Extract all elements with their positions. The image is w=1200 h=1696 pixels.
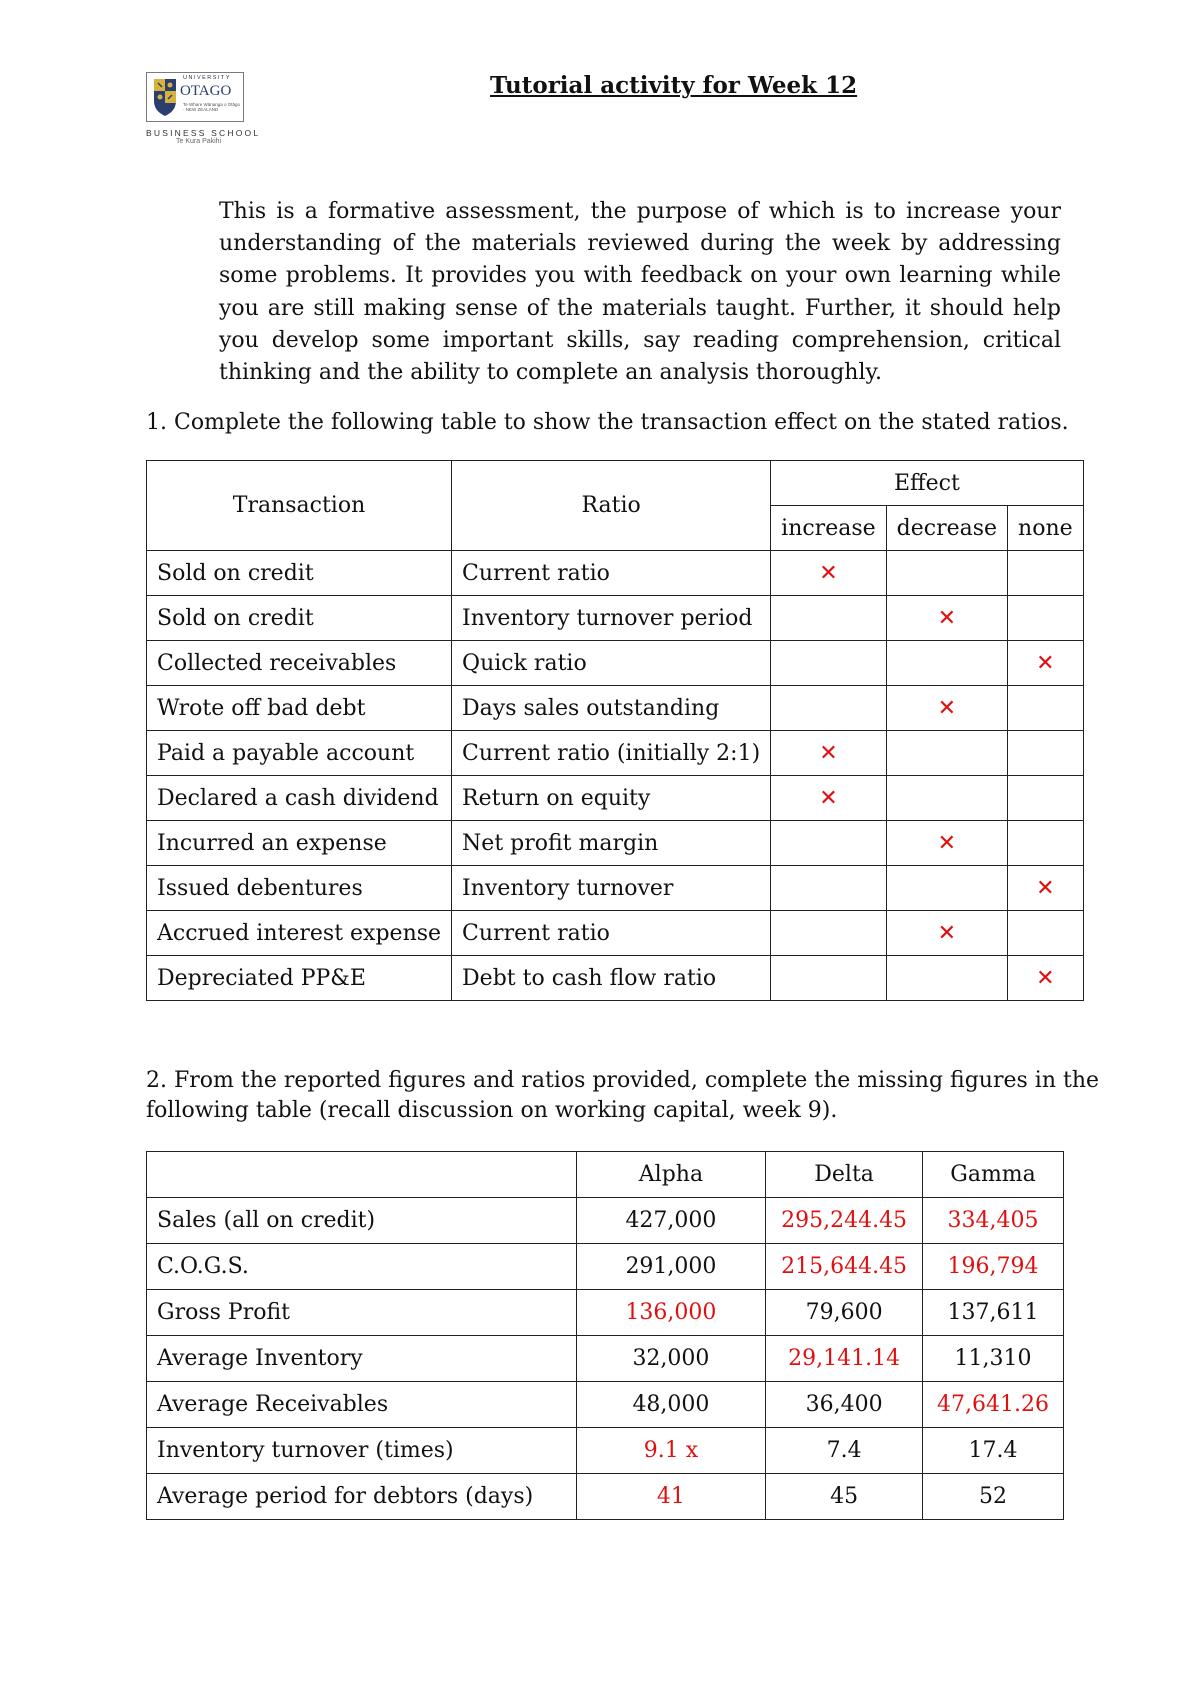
question-2-prompt [146, 1066, 1099, 1126]
ratio-cell: Inventory turnover [452, 866, 771, 911]
effect-increase-cell [771, 866, 887, 911]
effect-decrease-cell [886, 551, 1007, 596]
gamma-value: 52 [923, 1474, 1064, 1520]
ratio-cell: Return on equity [452, 776, 771, 821]
cross-mark-icon: ✕ [1036, 965, 1055, 991]
table-row [147, 1198, 1064, 1244]
gamma-value: 196,794 [923, 1244, 1064, 1290]
transaction-cell: Depreciated PP&E [147, 956, 452, 1001]
ratio-cell: Net profit margin [452, 821, 771, 866]
table-row [147, 731, 1084, 776]
header-increase: increase [771, 506, 887, 551]
alpha-value: 41 [576, 1474, 765, 1520]
effect-decrease-cell [886, 641, 1007, 686]
table-row [147, 686, 1084, 731]
effect-increase-cell [771, 596, 887, 641]
gamma-value: 17.4 [923, 1428, 1064, 1474]
header-delta: Delta [766, 1152, 923, 1198]
header-gamma: Gamma [923, 1152, 1064, 1198]
cross-mark-icon: ✕ [819, 785, 838, 811]
table-row [147, 866, 1084, 911]
transaction-cell: Issued debentures [147, 866, 452, 911]
otago-logo [146, 72, 261, 145]
table-row [147, 1336, 1064, 1382]
table-row [147, 641, 1084, 686]
figure-label: Average Receivables [147, 1382, 577, 1428]
table-row [147, 956, 1084, 1001]
header-alpha: Alpha [576, 1152, 765, 1198]
transaction-cell: Sold on credit [147, 596, 452, 641]
effect-increase-cell [771, 956, 887, 1001]
table-row [147, 1290, 1064, 1336]
delta-value: 295,244.45 [766, 1198, 923, 1244]
transaction-cell: Collected receivables [147, 641, 452, 686]
table-row [147, 551, 1084, 596]
table-row [147, 1244, 1064, 1290]
effect-none-cell [1008, 731, 1084, 776]
gamma-value: 47,641.26 [923, 1382, 1064, 1428]
cross-mark-icon: ✕ [937, 920, 957, 946]
effect-increase-cell [771, 821, 887, 866]
effect-none-cell [1008, 686, 1084, 731]
table-row [147, 1382, 1064, 1428]
question-2-line-1: 2. From the reported figures and ratios provided, complete the missing figures in the [146, 1068, 1100, 1093]
logo-frame [146, 72, 244, 122]
effect-none-cell [1008, 911, 1084, 956]
table-row [147, 1428, 1064, 1474]
alpha-value: 427,000 [576, 1198, 765, 1244]
table-row [147, 1474, 1064, 1520]
ratio-cell: Quick ratio [452, 641, 771, 686]
figure-label: Average Inventory [147, 1336, 577, 1382]
alpha-value: 136,000 [576, 1290, 765, 1336]
cross-mark-icon: ✕ [937, 695, 957, 721]
effect-decrease-cell [886, 821, 1007, 866]
ratio-effect-table [146, 460, 1084, 1001]
effect-increase-cell [771, 776, 887, 821]
effect-increase-cell [771, 641, 887, 686]
ratio-cell: Days sales outstanding [452, 686, 771, 731]
effect-none-cell [1008, 956, 1084, 1001]
ratio-cell: Current ratio (initially 2:1) [452, 731, 771, 776]
delta-value: 215,644.45 [766, 1244, 923, 1290]
logo-maori: Te Kura Pakihi [176, 138, 222, 145]
effect-decrease-cell [886, 776, 1007, 821]
ratio-cell: Current ratio [452, 551, 771, 596]
cross-mark-icon: ✕ [1036, 875, 1055, 901]
logo-name: OTAGO [180, 83, 232, 99]
transaction-cell: Sold on credit [147, 551, 452, 596]
delta-value: 79,600 [766, 1290, 923, 1336]
logo-school: BUSINESS SCHOOL [146, 128, 261, 138]
cross-mark-icon: ✕ [1036, 650, 1055, 676]
figure-label: Gross Profit [147, 1290, 577, 1336]
intro-paragraph: This is a formative assessment, the purpose of which is to increase your understanding of the materials reviewed during the week by addressing some problems. It provides you with feedback on your own learning while you are still making sense of the materials taught. Further, it should help you develop some important skills, say reading comprehension, critical thinking and the ability to complete an analysis thoroughly. [219, 199, 1061, 386]
transaction-cell: Declared a cash dividend [147, 776, 452, 821]
effect-decrease-cell [886, 956, 1007, 1001]
delta-value: 7.4 [766, 1428, 923, 1474]
alpha-value: 9.1 x [576, 1428, 765, 1474]
effect-decrease-cell [886, 866, 1007, 911]
figure-label: Sales (all on credit) [147, 1198, 577, 1244]
figure-label: Inventory turnover (times) [147, 1428, 577, 1474]
logo-tagline: Te Whare Wānanga o Otāgo · NEW ZEALAND [183, 102, 241, 112]
cross-mark-icon: ✕ [937, 605, 957, 631]
cross-mark-icon: ✕ [937, 830, 957, 856]
header-none: none [1008, 506, 1084, 551]
table-row [147, 821, 1084, 866]
table-row [147, 911, 1084, 956]
effect-none-cell [1008, 866, 1084, 911]
effect-decrease-cell [886, 911, 1007, 956]
effect-none-cell [1008, 551, 1084, 596]
question-2-line-2: following table (recall discussion on working capital, week 9). [146, 1098, 838, 1123]
gamma-value: 11,310 [923, 1336, 1064, 1382]
header-ratio: Ratio [452, 461, 771, 551]
effect-decrease-cell [886, 731, 1007, 776]
delta-value: 36,400 [766, 1382, 923, 1428]
header-effect: Effect [771, 461, 1084, 506]
alpha-value: 48,000 [576, 1382, 765, 1428]
table-row [147, 596, 1084, 641]
transaction-cell: Accrued interest expense [147, 911, 452, 956]
alpha-value: 32,000 [576, 1336, 765, 1382]
effect-decrease-cell [886, 596, 1007, 641]
effect-increase-cell [771, 551, 887, 596]
header-decrease: decrease [886, 506, 1007, 551]
transaction-cell: Incurred an expense [147, 821, 452, 866]
effect-increase-cell [771, 731, 887, 776]
effect-none-cell [1008, 776, 1084, 821]
ratio-cell: Debt to cash flow ratio [452, 956, 771, 1001]
ratio-cell: Inventory turnover period [452, 596, 771, 641]
gamma-value: 137,611 [923, 1290, 1064, 1336]
figure-label: Average period for debtors (days) [147, 1474, 577, 1520]
effect-decrease-cell [886, 686, 1007, 731]
effect-none-cell [1008, 596, 1084, 641]
gamma-value: 334,405 [923, 1198, 1064, 1244]
cross-mark-icon: ✕ [819, 560, 838, 586]
ratio-cell: Current ratio [452, 911, 771, 956]
header-transaction: Transaction [147, 461, 452, 551]
effect-none-cell [1008, 821, 1084, 866]
figure-label: C.O.G.S. [147, 1244, 577, 1290]
alpha-value: 291,000 [576, 1244, 765, 1290]
page-title: Tutorial activity for Week 12 [490, 72, 858, 99]
logo-university: UNIVERSITY [183, 75, 232, 81]
effect-increase-cell [771, 911, 887, 956]
question-1-prompt: 1. Complete the following table to show the transaction effect on the stated ratios. [146, 410, 1069, 435]
table-row [147, 776, 1084, 821]
otago-shield-icon [153, 77, 177, 117]
transaction-cell: Paid a payable account [147, 731, 452, 776]
transaction-cell: Wrote off bad debt [147, 686, 452, 731]
delta-value: 29,141.14 [766, 1336, 923, 1382]
delta-value: 45 [766, 1474, 923, 1520]
working-capital-table [146, 1151, 1064, 1520]
cross-mark-icon: ✕ [819, 740, 838, 766]
effect-none-cell [1008, 641, 1084, 686]
header-blank [147, 1152, 577, 1198]
effect-increase-cell [771, 686, 887, 731]
